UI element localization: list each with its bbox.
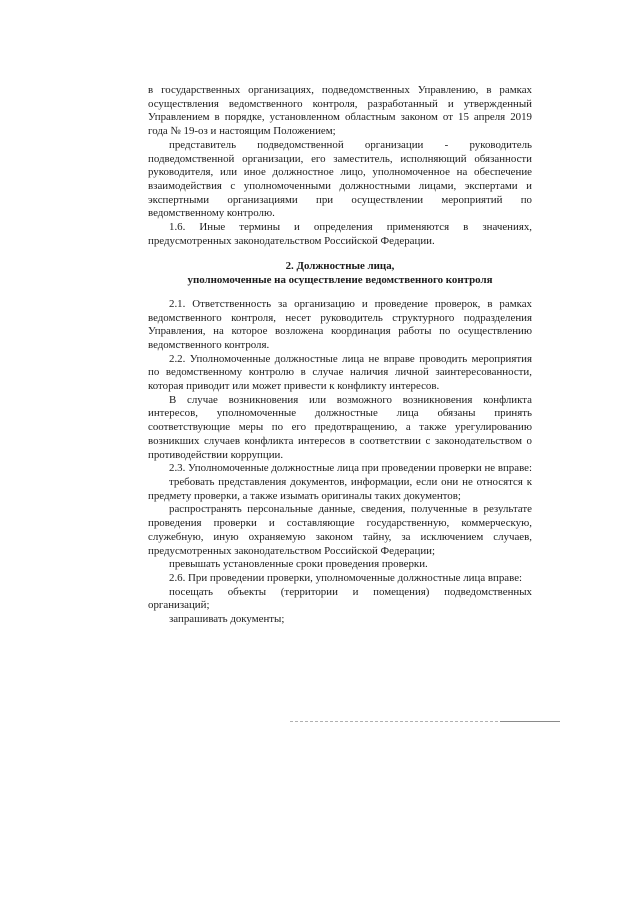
paragraph-2-1: 2.1. Ответственность за организацию и проведение проверок, в рамках ведомственного контроля, несет руководитель структурного подразделения Управления, на которое возложена координация работы по осуществлению ведомственного контроля. <box>148 297 532 351</box>
list-item-demand-documents: требовать представления документов, информации, если они не относятся к предмету проверки, а также изымать оригиналы таких документов; <box>148 475 532 502</box>
paragraph-1-6: 1.6. Иные термины и определения применяются в значениях, предусмотренных законодательством Российской Федерации. <box>148 221 532 247</box>
paragraph-definition-plan: в государственных организациях, подведомственных Управлению, в рамках осуществления ведомственного контроля, разработанный и утвержденный Управлением в порядке, установленном областным законом от 15 апреля 2019 года № 19-оз и настоящим Положением; <box>148 84 532 138</box>
scan-artifact-line <box>500 721 560 722</box>
paragraph-conflict-of-interest: В случае возникновения или возможного возникновения конфликта интересов, уполномоченные должностные лица обязаны принять соответствующие меры по его предотвращению, а также урегулированию возникших случаев конфликта интересов в соответствии с законодательством о противодействии коррупции. <box>148 393 532 461</box>
paragraph-2-3: 2.3. Уполномоченные должностные лица при проведении проверки не вправе: <box>169 462 533 475</box>
paragraph-definition-representative: представитель подведомственной организации - руководитель подведомственной организации, его заместитель, исполняющий обязанности руководителя, или иное должностное лицо, уполномоченное на обеспечение взаимодействия с уполномоченными должностными лицами, экспертами и экспертными организациями при осуществлении мероприятий по ведомственному контролю. <box>148 138 532 220</box>
list-item-request-documents: запрашивать документы; <box>169 613 285 626</box>
document-page <box>148 84 532 627</box>
list-item-visit-objects: посещать объекты (территории и помещения) подведомственных организаций; <box>148 585 532 612</box>
paragraph-2-2: 2.2. Уполномоченные должностные лица не вправе проводить мероприятия по ведомственному контролю в случае наличия личной заинтересованности, которая приводит или может привести к конфликту интересов. <box>148 352 532 393</box>
list-item-disclose-data: распространять персональные данные, сведения, полученные в результате проведения проверки и составляющие государственную, коммерческую, служебную, иную охраняемую законом тайну, за исключением случаев, предусмотренных законодательством Российской Федерации; <box>148 503 532 557</box>
spacer <box>148 288 532 298</box>
section-heading-line2: уполномоченные на осуществление ведомственного контроля <box>187 274 493 287</box>
section-heading-line1: 2. Должностные лица, <box>285 260 395 273</box>
list-item-exceed-deadlines: превышать установленные сроки проведения проверки. <box>169 558 428 571</box>
spacer <box>148 248 532 260</box>
paragraph-2-6: 2.6. При проведении проверки, уполномоченные должностные лица вправе: <box>169 571 523 584</box>
